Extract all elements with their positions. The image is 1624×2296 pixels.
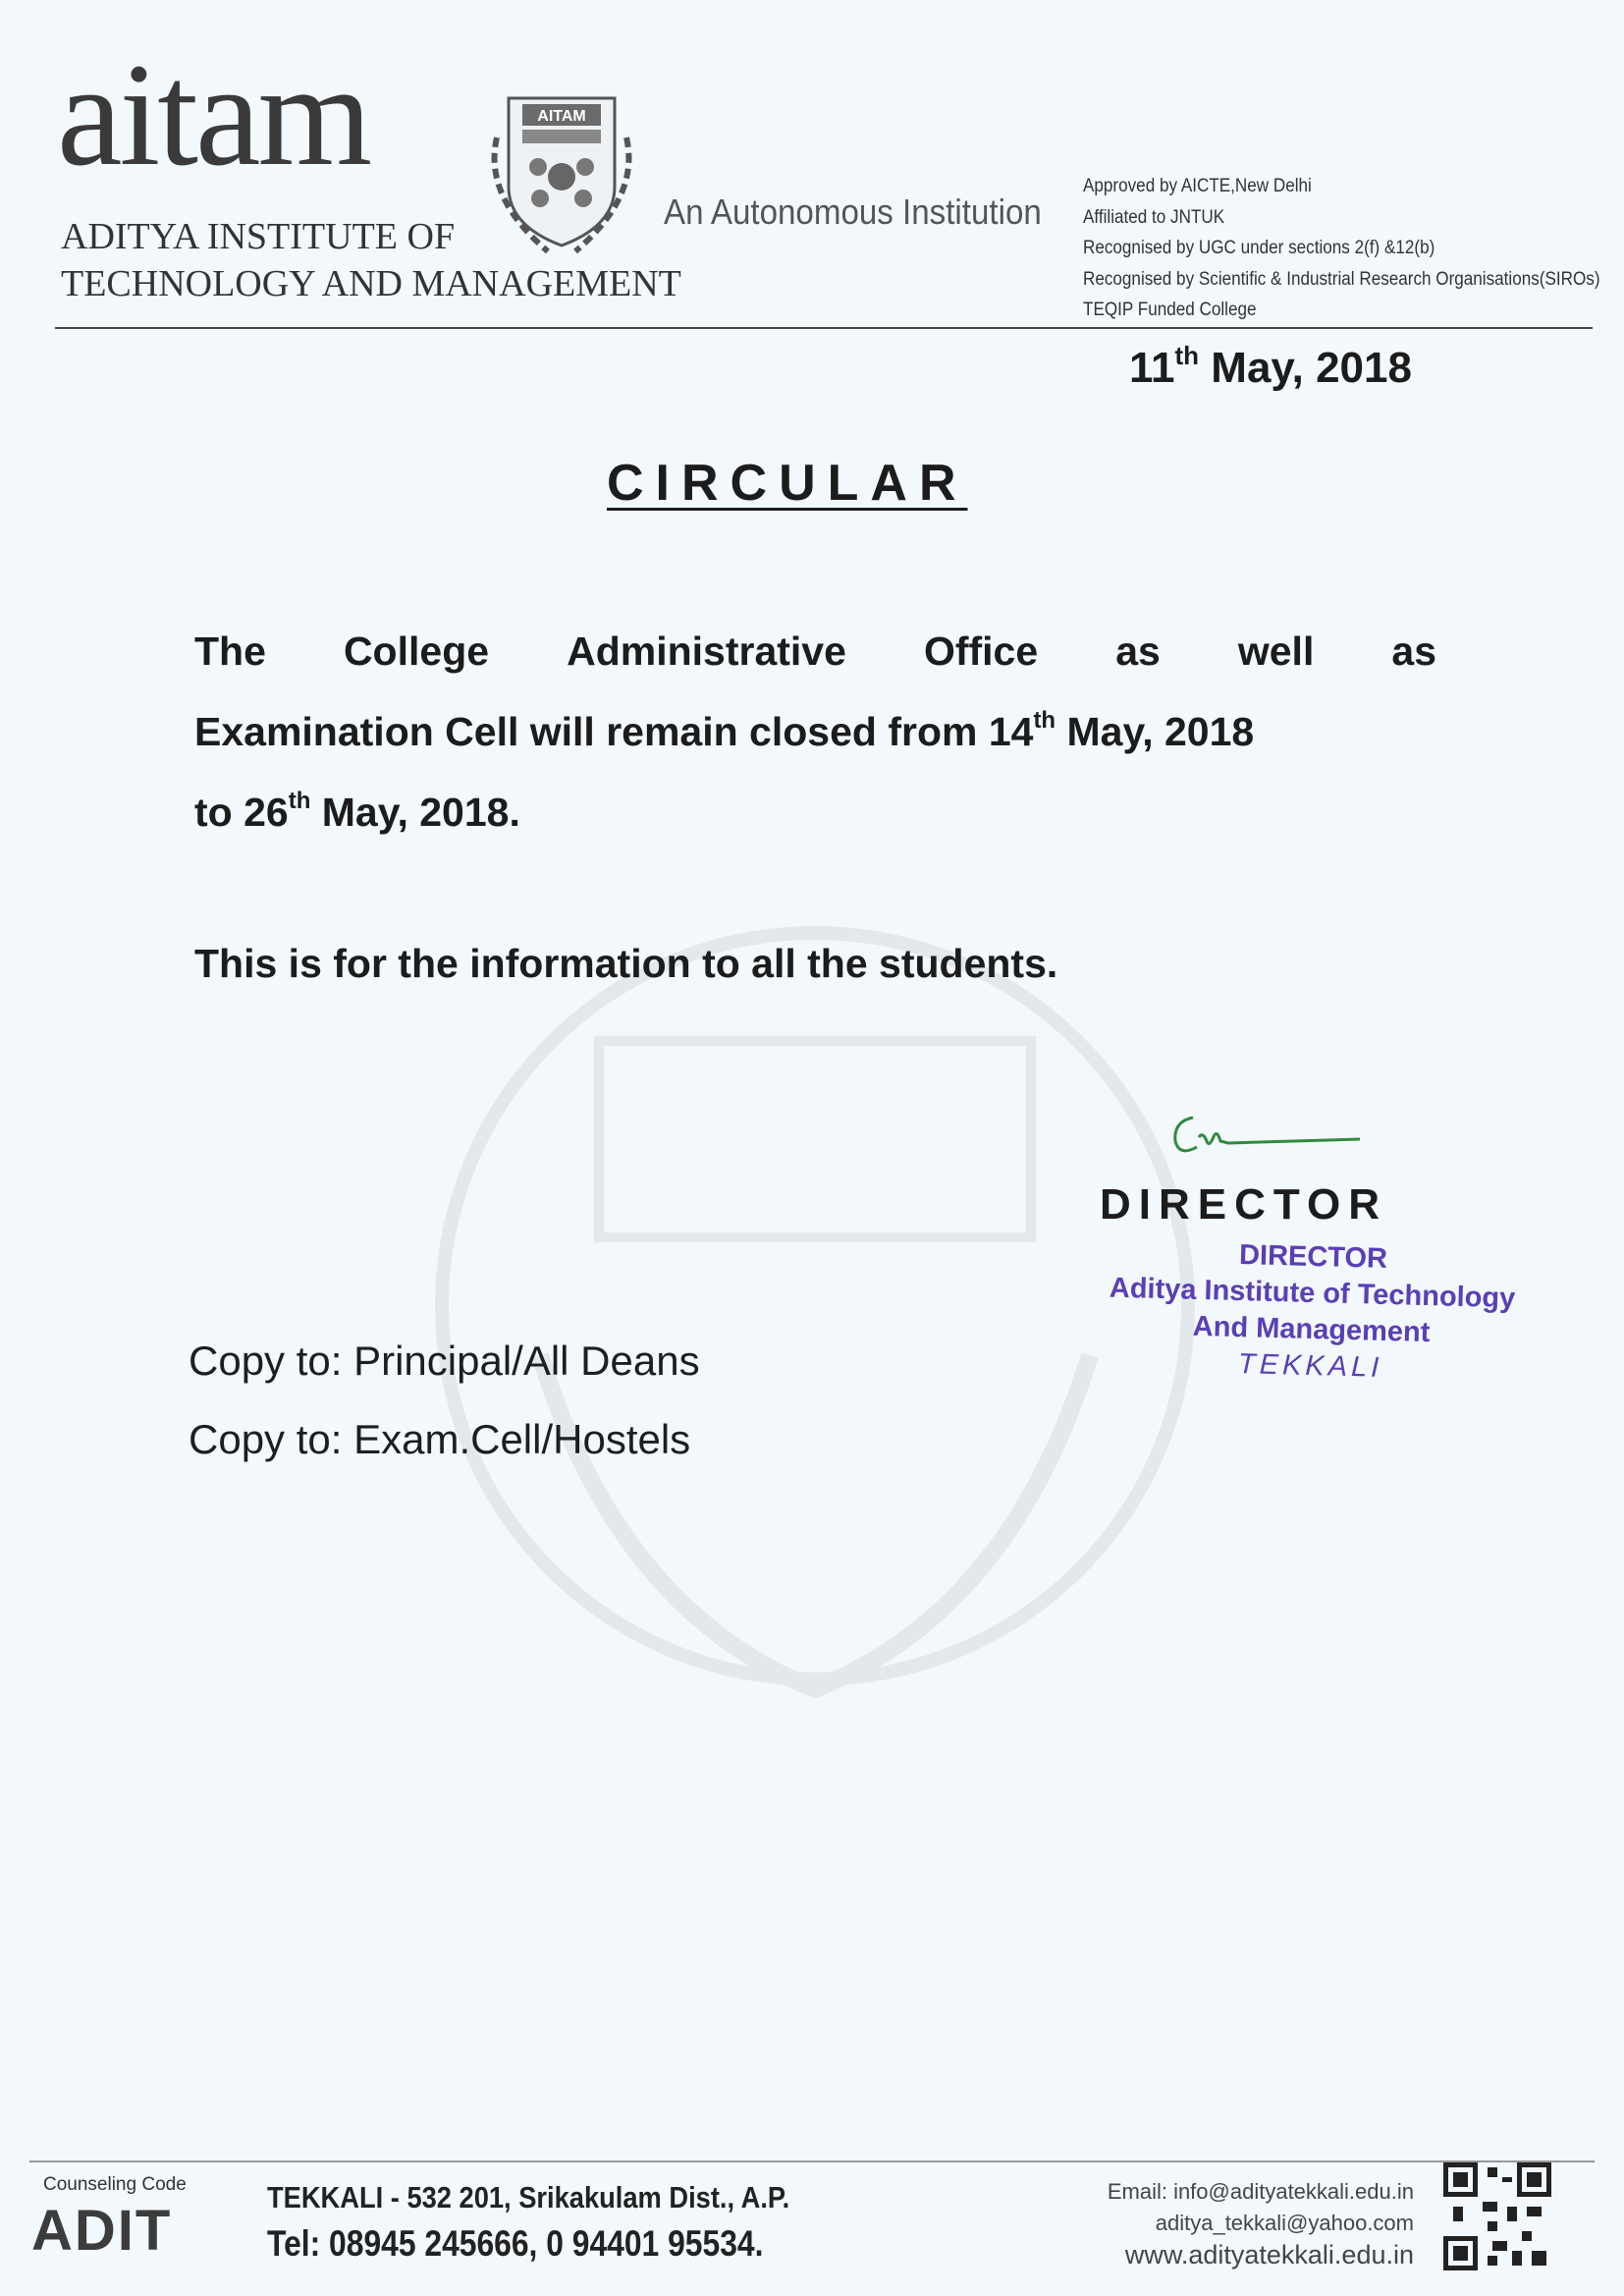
autonomous-tagline: An Autonomous Institution <box>664 191 1042 232</box>
director-signature <box>1164 1108 1380 1167</box>
body-line-2 <box>194 691 1436 772</box>
institute-name-line2: TECHNOLOGY AND MANAGEMENT <box>61 263 681 304</box>
body-word: as <box>1115 629 1161 674</box>
footer-website: www.adityatekkali.edu.in <box>1124 2240 1414 2269</box>
footer-email: Email: info@adityatekkali.edu.in <box>1107 2179 1414 2204</box>
accreditation-item: Approved by AICTE,New Delhi <box>1083 176 1312 196</box>
body-word: College <box>343 629 490 674</box>
stamp-line: And Management <box>1192 1310 1431 1349</box>
copy-to-line: Copy to: Principal/All Deans <box>189 1338 700 1384</box>
stamp-line: Aditya Institute of Technology <box>1109 1272 1516 1315</box>
date-day: 11 <box>1129 344 1175 392</box>
footer-telephone: Tel: 08945 245666, 0 94401 95534. <box>267 2223 764 2264</box>
counseling-code-label: Counseling Code <box>43 2174 187 2195</box>
emblem-label: AITAM <box>537 108 586 125</box>
body-sup: th <box>1033 707 1056 734</box>
accreditation-list <box>1083 177 1624 332</box>
circular-body <box>194 611 1436 852</box>
circular-date <box>1129 341 1412 393</box>
copy-to-line: Copy to: Exam.Cell/Hostels <box>189 1416 691 1462</box>
date-suffix: th <box>1174 341 1200 370</box>
body-word: Administrative <box>567 629 846 674</box>
body-line-3 <box>194 772 1436 852</box>
header-divider <box>55 327 1593 329</box>
logo-wordmark: aitam <box>57 33 370 196</box>
footer-address: TEKKALI - 532 201, Srikakulam Dist., A.P. <box>267 2180 790 2214</box>
body-text: to 26 <box>194 790 289 835</box>
body-line-1 <box>194 611 1436 691</box>
qr-code-icon <box>1443 2162 1551 2270</box>
director-stamp <box>1084 1233 1540 1391</box>
document-title: CIRCULAR <box>607 455 968 512</box>
accreditation-item: TEQIP Funded College <box>1083 300 1257 320</box>
accreditation-item: Recognised by UGC under sections 2(f) &12(b) <box>1083 238 1435 258</box>
accreditation-item: Recognised by Scientific & Industrial Research Organisations(SIROs) <box>1083 268 1600 290</box>
body-text: May, 2018. <box>310 790 520 835</box>
date-rest: May, 2018 <box>1199 344 1412 392</box>
counseling-code: ADIT <box>31 2199 173 2263</box>
footer-email-alt: aditya_tekkali@yahoo.com <box>1155 2211 1414 2235</box>
information-note: This is for the information to all the students. <box>194 941 1058 986</box>
body-word: Office <box>923 629 1039 674</box>
signatory-title: DIRECTOR <box>1100 1180 1387 1229</box>
stamp-line: TEKKALI <box>1237 1348 1383 1384</box>
body-word: as <box>1391 629 1436 674</box>
accreditation-item: Affiliated to JNTUK <box>1083 206 1225 228</box>
institute-name-line1: ADITYA INSTITUTE OF <box>61 216 456 257</box>
institute-emblem-icon <box>479 79 644 257</box>
body-text: May, 2018 <box>1056 709 1255 754</box>
footer-contact <box>1041 2176 1414 2270</box>
body-sup: th <box>288 788 311 814</box>
body-text: Examination Cell will remain closed from 14 <box>194 709 1034 754</box>
body-word: The <box>194 629 266 674</box>
footer-divider <box>29 2160 1595 2162</box>
stamp-line: DIRECTOR <box>1238 1239 1388 1275</box>
body-word: well <box>1237 629 1315 674</box>
